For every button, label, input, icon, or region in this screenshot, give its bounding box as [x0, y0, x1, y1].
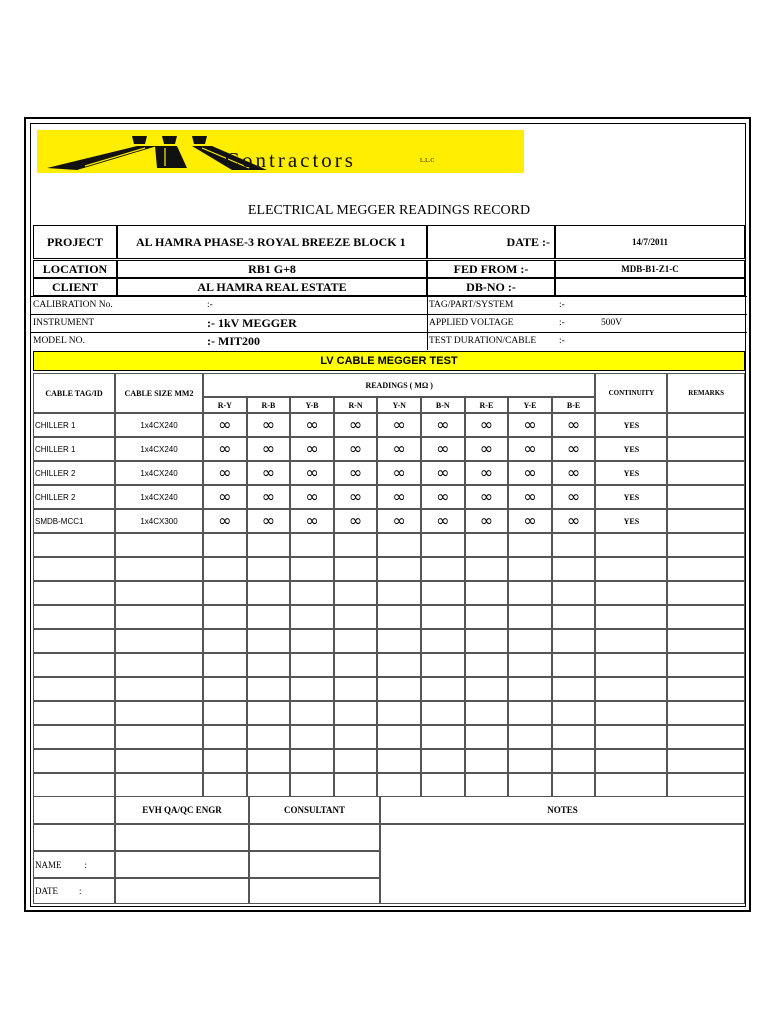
empty-reading-cell	[508, 773, 552, 797]
empty-remarks-cell	[667, 653, 745, 677]
empty-reading-cell	[377, 557, 421, 581]
empty-reading-cell	[465, 653, 509, 677]
empty-reading-cell	[421, 773, 465, 797]
table-row-size: 1x4CX300	[115, 509, 203, 533]
fed-from-value: MDB-B1-Z1-C	[555, 260, 745, 278]
date-row-label-cell	[33, 878, 115, 904]
reading-cell: ∞	[552, 437, 596, 461]
reading-cell: ∞	[508, 437, 552, 461]
reading-cell: ∞	[334, 485, 378, 509]
readings-table	[33, 373, 745, 795]
empty-reading-cell	[247, 725, 291, 749]
empty-reading-cell	[421, 629, 465, 653]
empty-reading-cell	[334, 533, 378, 557]
empty-remarks-cell	[667, 629, 745, 653]
empty-reading-cell	[421, 557, 465, 581]
empty-reading-cell	[508, 653, 552, 677]
empty-reading-cell	[421, 533, 465, 557]
table-row-tag: CHILLER 2	[33, 461, 115, 485]
remarks-cell	[667, 509, 745, 533]
record-sheet	[24, 117, 751, 912]
empty-row-size	[115, 581, 203, 605]
reading-cell: ∞	[552, 413, 596, 437]
reading-cell: ∞	[465, 509, 509, 533]
empty-reading-cell	[377, 773, 421, 797]
empty-reading-cell	[465, 605, 509, 629]
empty-reading-cell	[552, 581, 596, 605]
empty-reading-cell	[290, 701, 334, 725]
empty-reading-cell	[203, 677, 247, 701]
reading-cell: ∞	[203, 485, 247, 509]
duration-sep: :-	[559, 336, 565, 346]
reading-cell: ∞	[203, 413, 247, 437]
date-value: 14/7/2011	[555, 225, 745, 259]
empty-reading-cell	[552, 725, 596, 749]
empty-row-size	[115, 653, 203, 677]
empty-remarks-cell	[667, 557, 745, 581]
consultant-sign-cell	[249, 824, 380, 851]
continuity-cell: YES	[595, 437, 667, 461]
empty-reading-cell	[334, 749, 378, 773]
empty-reading-cell	[203, 749, 247, 773]
empty-reading-cell	[290, 629, 334, 653]
empty-continuity-cell	[595, 749, 667, 773]
empty-reading-cell	[508, 725, 552, 749]
phase-header-r-b: R-B	[247, 397, 291, 413]
evh-label: EVH QA/QC ENGR	[115, 796, 249, 824]
model-value: :- MIT200	[207, 334, 260, 348]
empty-reading-cell	[247, 677, 291, 701]
logo-text: Contractors	[225, 148, 356, 172]
empty-reading-cell	[203, 629, 247, 653]
reading-cell: ∞	[290, 437, 334, 461]
empty-reading-cell	[465, 749, 509, 773]
empty-reading-cell	[290, 557, 334, 581]
empty-reading-cell	[203, 581, 247, 605]
reading-cell: ∞	[508, 509, 552, 533]
empty-reading-cell	[247, 749, 291, 773]
client-value: AL HAMRA REAL ESTATE	[117, 278, 427, 296]
dbno-label: DB-NO :-	[427, 278, 555, 296]
empty-continuity-cell	[595, 605, 667, 629]
reading-cell: ∞	[377, 461, 421, 485]
empty-continuity-cell	[595, 653, 667, 677]
empty-reading-cell	[334, 725, 378, 749]
phase-header-y-n: Y-N	[377, 397, 421, 413]
empty-continuity-cell	[595, 773, 667, 797]
duration-label: TEST DURATION/CABLE	[429, 336, 537, 346]
signature-footer	[33, 796, 745, 904]
applied-voltage-value: 500V	[601, 318, 623, 328]
empty-reading-cell	[203, 701, 247, 725]
evh-date-cell	[115, 878, 249, 904]
reading-cell: ∞	[421, 509, 465, 533]
continuity-cell: YES	[595, 509, 667, 533]
reading-cell: ∞	[465, 461, 509, 485]
location-label: LOCATION	[33, 260, 117, 278]
empty-reading-cell	[552, 533, 596, 557]
reading-cell: ∞	[203, 509, 247, 533]
empty-reading-cell	[508, 605, 552, 629]
empty-reading-cell	[508, 629, 552, 653]
reading-cell: ∞	[203, 437, 247, 461]
empty-reading-cell	[421, 581, 465, 605]
continuity-cell: YES	[595, 413, 667, 437]
logo-suffix: L.L.C	[420, 158, 435, 164]
empty-reading-cell	[290, 581, 334, 605]
notes-label: NOTES	[380, 796, 745, 824]
empty-reading-cell	[508, 749, 552, 773]
phase-header-y-b: Y-B	[290, 397, 334, 413]
continuity-cell: YES	[595, 485, 667, 509]
calibration-sep: :-	[207, 300, 213, 310]
reading-cell: ∞	[421, 437, 465, 461]
empty-reading-cell	[203, 653, 247, 677]
footer-blank-head	[33, 796, 115, 824]
table-row-tag: CHILLER 1	[33, 413, 115, 437]
applied-voltage-label: APPLIED VOLTAGE	[429, 318, 514, 328]
table-row-size: 1x4CX240	[115, 413, 203, 437]
tag-sep: :-	[559, 300, 565, 310]
phase-header-b-n: B-N	[421, 397, 465, 413]
client-label: CLIENT	[33, 278, 117, 296]
table-row-tag: SMDB-MCC1	[33, 509, 115, 533]
empty-reading-cell	[247, 533, 291, 557]
empty-row-tag	[33, 749, 115, 773]
empty-reading-cell	[508, 533, 552, 557]
empty-reading-cell	[203, 557, 247, 581]
empty-reading-cell	[508, 557, 552, 581]
empty-continuity-cell	[595, 677, 667, 701]
empty-reading-cell	[421, 749, 465, 773]
col-header-cable-tag: CABLE TAG/ID	[33, 373, 115, 413]
reading-cell: ∞	[290, 509, 334, 533]
dbno-value	[555, 278, 745, 296]
empty-reading-cell	[552, 677, 596, 701]
reading-cell: ∞	[247, 461, 291, 485]
record-sheet-inner	[30, 123, 746, 907]
empty-reading-cell	[552, 557, 596, 581]
remarks-cell	[667, 413, 745, 437]
reading-cell: ∞	[247, 413, 291, 437]
empty-reading-cell	[203, 725, 247, 749]
empty-reading-cell	[334, 701, 378, 725]
location-value: RB1 G+8	[117, 260, 427, 278]
reading-cell: ∞	[552, 461, 596, 485]
page-title: ELECTRICAL MEGGER READINGS RECORD	[247, 203, 531, 218]
empty-reading-cell	[377, 725, 421, 749]
empty-reading-cell	[247, 773, 291, 797]
applied-voltage-sep: :-	[559, 318, 565, 328]
reading-cell: ∞	[334, 413, 378, 437]
footer-date-sep: :	[79, 886, 82, 896]
empty-row-tag	[33, 701, 115, 725]
empty-reading-cell	[247, 605, 291, 629]
remarks-cell	[667, 461, 745, 485]
empty-remarks-cell	[667, 677, 745, 701]
footer-blank-1	[33, 824, 115, 851]
reading-cell: ∞	[334, 437, 378, 461]
notes-body	[380, 824, 745, 904]
empty-row-size	[115, 701, 203, 725]
empty-remarks-cell	[667, 605, 745, 629]
empty-reading-cell	[508, 677, 552, 701]
empty-reading-cell	[203, 773, 247, 797]
empty-reading-cell	[247, 557, 291, 581]
evh-sign-cell	[115, 824, 249, 851]
calibration-label: CALIBRATION No.	[33, 300, 113, 310]
empty-remarks-cell	[667, 533, 745, 557]
reading-cell: ∞	[377, 509, 421, 533]
phase-header-r-n: R-N	[334, 397, 378, 413]
empty-reading-cell	[247, 629, 291, 653]
col-header-remarks: REMARKS	[667, 373, 745, 413]
reading-cell: ∞	[465, 485, 509, 509]
remarks-cell	[667, 437, 745, 461]
phase-header-y-e: Y-E	[508, 397, 552, 413]
reading-cell: ∞	[377, 413, 421, 437]
empty-reading-cell	[203, 533, 247, 557]
table-row-tag: CHILLER 2	[33, 485, 115, 509]
empty-continuity-cell	[595, 629, 667, 653]
empty-row-size	[115, 557, 203, 581]
reading-cell: ∞	[377, 485, 421, 509]
empty-row-tag	[33, 653, 115, 677]
empty-reading-cell	[465, 629, 509, 653]
empty-reading-cell	[552, 773, 596, 797]
reading-cell: ∞	[421, 485, 465, 509]
consultant-name-cell	[249, 851, 380, 878]
empty-reading-cell	[334, 605, 378, 629]
empty-row-size	[115, 533, 203, 557]
empty-reading-cell	[203, 605, 247, 629]
empty-reading-cell	[552, 653, 596, 677]
empty-reading-cell	[552, 605, 596, 629]
name-sep: :	[84, 859, 88, 870]
empty-row-size	[115, 773, 203, 797]
empty-reading-cell	[421, 725, 465, 749]
empty-reading-cell	[377, 749, 421, 773]
empty-reading-cell	[290, 533, 334, 557]
footer-date-label: DATE	[35, 886, 58, 896]
col-header-readings: READINGS ( MΩ )	[203, 373, 595, 397]
empty-reading-cell	[465, 581, 509, 605]
empty-row-size	[115, 605, 203, 629]
reading-cell: ∞	[552, 485, 596, 509]
consultant-label: CONSULTANT	[249, 796, 380, 824]
empty-reading-cell	[421, 653, 465, 677]
empty-continuity-cell	[595, 581, 667, 605]
empty-reading-cell	[290, 653, 334, 677]
empty-row-tag	[33, 557, 115, 581]
empty-reading-cell	[465, 557, 509, 581]
reading-cell: ∞	[203, 461, 247, 485]
instrument-value: :- 1kV MEGGER	[207, 316, 297, 330]
reading-cell: ∞	[508, 461, 552, 485]
reading-cell: ∞	[421, 461, 465, 485]
empty-reading-cell	[465, 773, 509, 797]
reading-cell: ∞	[508, 413, 552, 437]
instrument-label: INSTRUMENT	[33, 318, 95, 328]
empty-row-size	[115, 749, 203, 773]
empty-row-tag	[33, 581, 115, 605]
empty-reading-cell	[290, 749, 334, 773]
reading-cell: ∞	[421, 413, 465, 437]
project-label: PROJECT	[33, 225, 117, 259]
reading-cell: ∞	[290, 461, 334, 485]
empty-row-size	[115, 629, 203, 653]
empty-reading-cell	[377, 701, 421, 725]
empty-remarks-cell	[667, 773, 745, 797]
empty-reading-cell	[421, 701, 465, 725]
empty-remarks-cell	[667, 749, 745, 773]
empty-reading-cell	[290, 773, 334, 797]
empty-row-size	[115, 677, 203, 701]
empty-continuity-cell	[595, 533, 667, 557]
empty-row-tag	[33, 725, 115, 749]
empty-reading-cell	[508, 701, 552, 725]
reading-cell: ∞	[552, 509, 596, 533]
phase-header-b-e: B-E	[552, 397, 596, 413]
company-logo	[37, 130, 524, 173]
empty-remarks-cell	[667, 725, 745, 749]
empty-remarks-cell	[667, 701, 745, 725]
empty-reading-cell	[377, 533, 421, 557]
empty-reading-cell	[334, 677, 378, 701]
section-title: LV CABLE MEGGER TEST	[33, 351, 745, 371]
empty-continuity-cell	[595, 701, 667, 725]
empty-reading-cell	[377, 677, 421, 701]
phase-header-r-e: R-E	[465, 397, 509, 413]
empty-reading-cell	[377, 653, 421, 677]
empty-reading-cell	[334, 581, 378, 605]
empty-reading-cell	[334, 629, 378, 653]
empty-reading-cell	[421, 605, 465, 629]
empty-reading-cell	[290, 725, 334, 749]
col-header-continuity: CONTINUITY	[595, 373, 667, 413]
empty-reading-cell	[552, 629, 596, 653]
empty-reading-cell	[377, 605, 421, 629]
table-row-tag: CHILLER 1	[33, 437, 115, 461]
empty-row-tag	[33, 677, 115, 701]
empty-reading-cell	[334, 773, 378, 797]
empty-reading-cell	[377, 581, 421, 605]
empty-reading-cell	[508, 581, 552, 605]
remarks-cell	[667, 485, 745, 509]
empty-continuity-cell	[595, 725, 667, 749]
phase-header-r-y: R-Y	[203, 397, 247, 413]
empty-reading-cell	[377, 629, 421, 653]
empty-reading-cell	[421, 677, 465, 701]
empty-reading-cell	[247, 581, 291, 605]
empty-row-tag	[33, 605, 115, 629]
reading-cell: ∞	[334, 461, 378, 485]
reading-cell: ∞	[377, 437, 421, 461]
reading-cell: ∞	[465, 413, 509, 437]
project-value: AL HAMRA PHASE-3 ROYAL BREEZE BLOCK 1	[117, 225, 427, 259]
empty-row-size	[115, 725, 203, 749]
table-row-size: 1x4CX240	[115, 485, 203, 509]
tag-label: TAG/PART/SYSTEM	[429, 300, 514, 310]
continuity-cell: YES	[595, 461, 667, 485]
empty-reading-cell	[334, 653, 378, 677]
empty-reading-cell	[247, 653, 291, 677]
empty-reading-cell	[552, 701, 596, 725]
consultant-date-cell	[249, 878, 380, 904]
empty-reading-cell	[247, 701, 291, 725]
reading-cell: ∞	[508, 485, 552, 509]
name-row-label-cell	[33, 851, 115, 878]
reading-cell: ∞	[334, 509, 378, 533]
empty-reading-cell	[290, 605, 334, 629]
empty-reading-cell	[290, 677, 334, 701]
empty-reading-cell	[465, 701, 509, 725]
reading-cell: ∞	[290, 485, 334, 509]
name-label: NAME	[35, 859, 62, 870]
table-row-size: 1x4CX240	[115, 437, 203, 461]
fed-from-label: FED FROM :-	[427, 260, 555, 278]
table-row-size: 1x4CX240	[115, 461, 203, 485]
empty-reading-cell	[465, 533, 509, 557]
empty-reading-cell	[465, 677, 509, 701]
empty-row-tag	[33, 533, 115, 557]
col-header-cable-size: CABLE SIZE MM2	[115, 373, 203, 413]
empty-continuity-cell	[595, 557, 667, 581]
evh-name-cell	[115, 851, 249, 878]
reading-cell: ∞	[247, 437, 291, 461]
reading-cell: ∞	[465, 437, 509, 461]
reading-cell: ∞	[290, 413, 334, 437]
empty-reading-cell	[465, 725, 509, 749]
empty-reading-cell	[552, 749, 596, 773]
empty-remarks-cell	[667, 581, 745, 605]
empty-row-tag	[33, 773, 115, 797]
reading-cell: ∞	[247, 485, 291, 509]
empty-reading-cell	[334, 557, 378, 581]
date-label: DATE :-	[427, 225, 555, 259]
empty-row-tag	[33, 629, 115, 653]
model-label: MODEL NO.	[33, 336, 85, 346]
reading-cell: ∞	[247, 509, 291, 533]
